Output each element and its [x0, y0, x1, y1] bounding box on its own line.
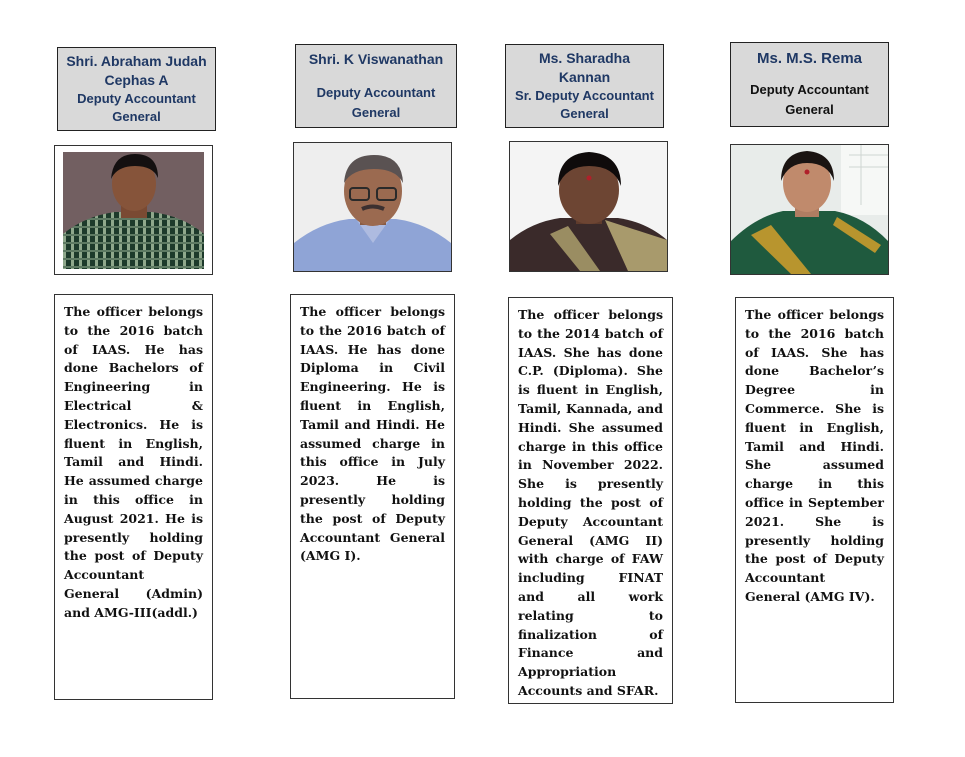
officer-2-name: Shri. K Viswanathan — [308, 50, 444, 67]
officer-2-designation: Deputy Accountant General — [316, 84, 436, 120]
officer-3-name: Ms. Sharadha Kannan — [538, 50, 631, 85]
officer-3-description-card — [508, 297, 673, 704]
officer-1-name-card — [57, 47, 216, 131]
officer-2-description-card — [290, 294, 455, 699]
officer-2-photo — [293, 142, 452, 272]
officer-2-name-card — [295, 44, 457, 128]
officer-4-name-card — [730, 42, 889, 127]
officer-3-description: The officer belongs to the 2014 batch of IAAS. She has done C.P. (Diploma). She is fluent in English, Tamil, Kannada, and Hindi. She assumed charge in this office in November 2022. She is presently holding the post of Deputy Accountant General (AMG II) with charge of FAW including FINAT and all work relating to finalization of Finance and Appropriation Accounts and SFAR. — [518, 307, 663, 698]
officer-1-name: Shri. Abraham Judah Cephas A — [66, 53, 207, 88]
officer-1-photo — [54, 145, 213, 275]
officer-3-name-card — [505, 44, 664, 128]
officer-1-description-card — [54, 294, 213, 700]
officer-photo-woman-green-saree-icon — [731, 145, 888, 274]
officer-4-designation: Deputy Accountant General — [750, 82, 869, 117]
officer-4-photo — [730, 144, 889, 275]
officer-3-designation: Sr. Deputy Accountant General — [515, 88, 654, 121]
officer-2-description: The officer belongs to the 2016 batch of IAAS. He has done Diploma in Civil Engineering. He is fluent in English, Tamil and Hindi. He assumed charge in this office in July 2023. He is presently holding the post of Deputy Accountant General (AMG I). — [300, 304, 445, 564]
officer-1-designation: Deputy Accountant General — [77, 91, 196, 124]
officer-4-description-card — [735, 297, 894, 703]
officer-1-description: The officer belongs to the 2016 batch of IAAS. He has done Bachelors of Engineering in Electrical & Electronics. He is fluent in English, Tamil and Hindi. He assumed charge in this office in August 2021. He is presently holding the post of Deputy Accountant General (Admin) and AMG-III(addl.) — [64, 304, 203, 620]
officer-4-description: The officer belongs to the 2016 batch of IAAS. She has done Bachelor’s Degree in Commerce. She is fluent in English, Tamil and Hindi. She assumed charge in this office in September 2021. She is presently holding the post of Deputy Accountant General (AMG IV). — [745, 307, 884, 604]
officer-4-name: Ms. M.S. Rema — [756, 50, 863, 67]
officer-3-photo — [509, 141, 668, 272]
officer-photo-woman-saree-icon — [510, 142, 667, 271]
officer-photo-man-glasses-blue-shirt-icon — [294, 143, 451, 271]
officer-photo-young-man-checked-shirt-icon — [55, 146, 212, 274]
